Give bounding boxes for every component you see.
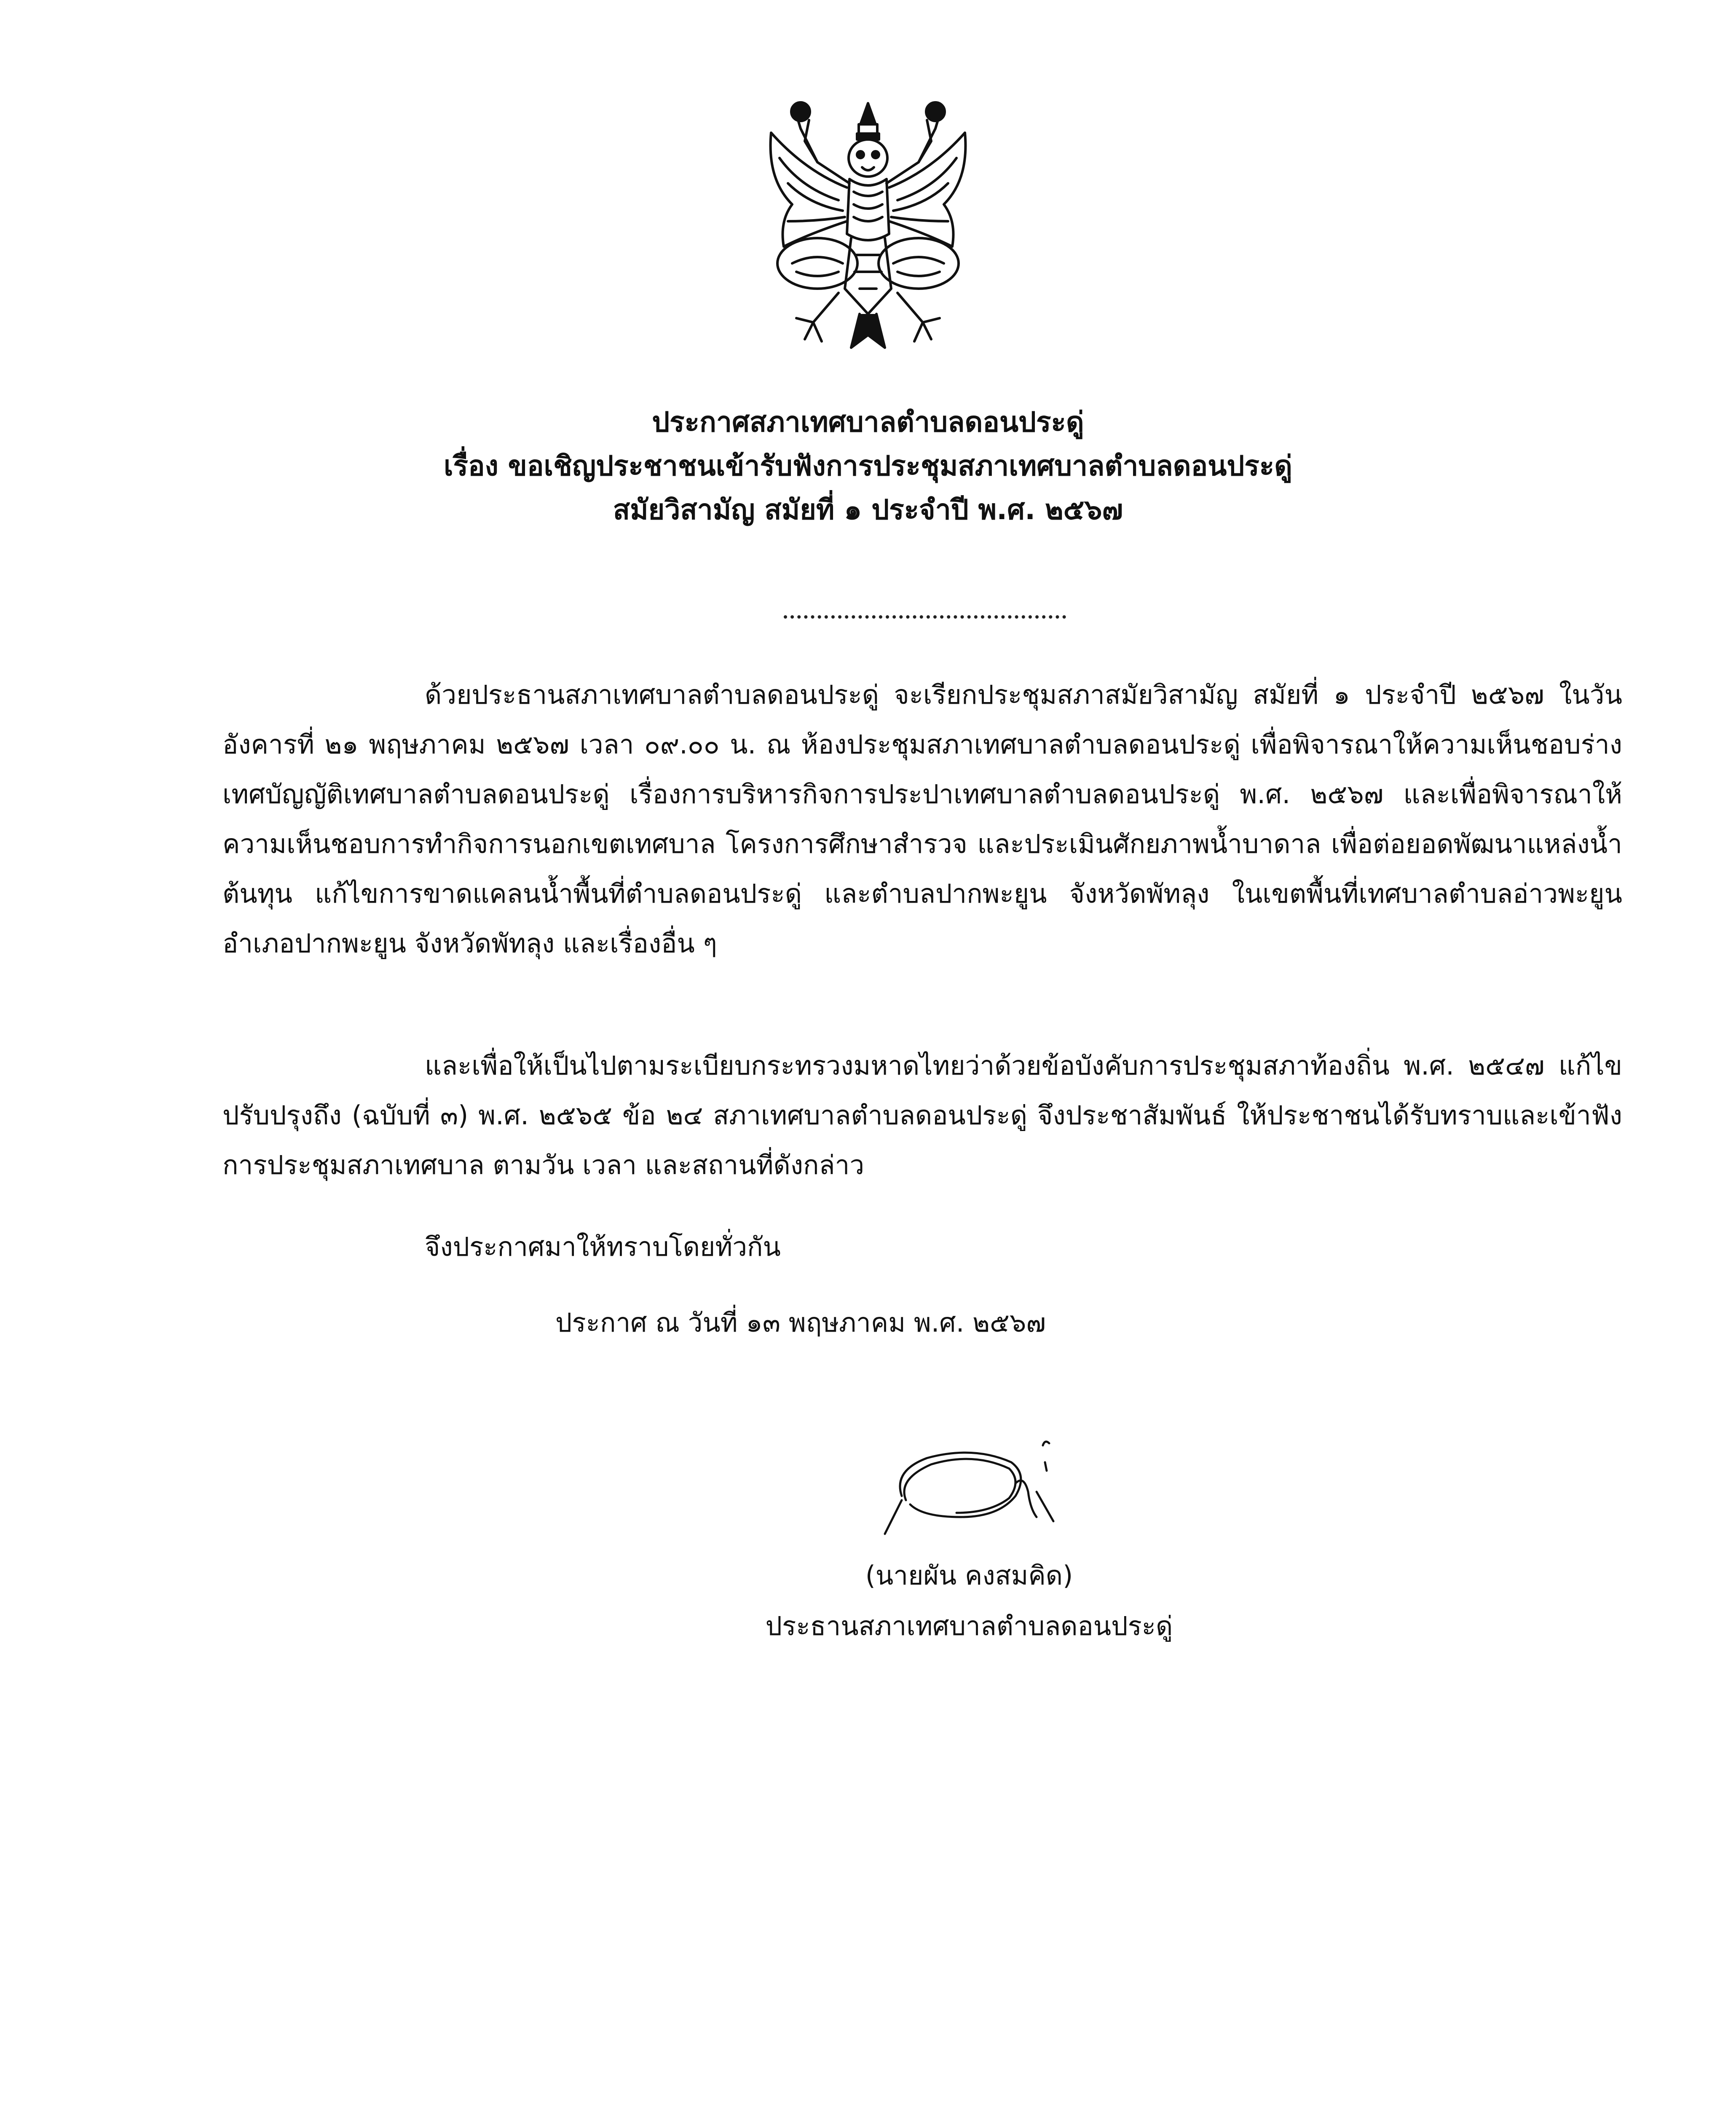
signer-position: ประธานสภาเทศบาลตำบลดอนประดู่	[765, 1611, 1173, 1641]
signer-name: (นายผัน คงสมคิด)	[865, 1560, 1073, 1591]
body-paragraph-2: และเพื่อให้เป็นไปตามระเบียบกระทรวงมหาดไทยว่าด้วยข้อบังคับการประชุมสภาท้องถิ่น พ.ศ. ๒๕๔๗ แก้ไขปรับปรุงถึง (ฉบับที่ ๓) พ.ศ. ๒๕๖๕ ข้อ ๒๔ สภาเทศบาลตำบลดอนประดู่ จึงประชาสัมพันธ์ ให้ประชาชนได้รับทราบและเข้าฟังการประชุมสภาเทศบาล ตามวัน เวลา และสถานที่ดังกล่าว	[222, 1050, 1622, 1180]
title-line-2: เรื่อง ขอเชิญประชาชนเข้ารับฟังการประชุมสภาเทศบาลตำบลดอนประดู่	[443, 450, 1293, 482]
announcement-title	[253, 400, 1483, 532]
closing-statement: จึงประกาศมาให้ทราบโดยทั่วกัน	[425, 1231, 781, 1262]
announcement-date: ประกาศ ณ วันที่ ๑๓ พฤษภาคม พ.ศ. ๒๕๖๗	[555, 1307, 1046, 1338]
dotted-separator	[784, 607, 1066, 619]
garuda-emblem-icon	[754, 95, 982, 352]
title-line-3: สมัยวิสามัญ สมัยที่ ๑ ประจำปี พ.ศ. ๒๕๖๗	[613, 493, 1123, 526]
title-line-1: ประกาศสภาเทศบาลตำบลดอนประดู่	[652, 406, 1084, 438]
body-paragraph-1: ด้วยประธานสภาเทศบาลตำบลดอนประดู่ จะเรียกประชุมสภาสมัยวิสามัญ สมัยที่ ๑ ประจำปี ๒๕๖๗ ในวันอังคารที่ ๒๑ พฤษภาคม ๒๕๖๗ เวลา ๐๙.๐๐ น. ณ ห้องประชุมสภาเทศบาลตำบลดอนประดู่ เพื่อพิจารณาให้ความเห็นชอบร่างเทศบัญญัติเทศบาลตำบลดอนประดู่ เรื่องการบริหารกิจการประปาเทศบาลตำบลดอนประดู่ พ.ศ. ๒๕๖๗ และเพื่อพิจารณาให้ความเห็นชอบการทำกิจการนอกเขตเทศบาล โครงการศึกษาสำรวจ และประเมินศักยภาพน้ำบาดาล เพื่อต่อยอดพัฒนาแหล่งน้ำต้นทุน แก้ไขการขาดแคลนน้ำพื้นที่ตำบลดอนประดู่ และตำบลปากพะยูน จังหวัดพัทลุง ในเขตพื้นที่เทศบาลตำบลอ่าวพะยูน อำเภอปากพะยูน จังหวัดพัทลุง และเรื่องอื่น ๆ	[222, 679, 1622, 959]
handwritten-signature	[876, 1433, 1070, 1542]
